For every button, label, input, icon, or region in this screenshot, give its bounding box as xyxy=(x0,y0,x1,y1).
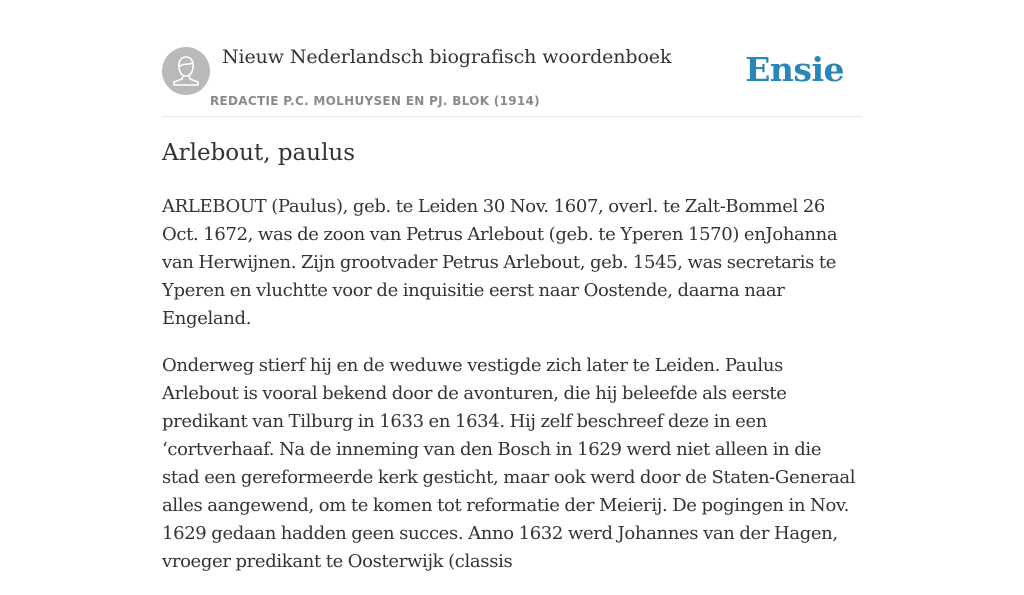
entry-body xyxy=(162,193,862,595)
source-subtitle: REDACTIE P.C. MOLHUYSEN EN PJ. BLOK (1914) xyxy=(210,94,540,108)
user-silhouette-icon xyxy=(162,47,210,95)
entry-title: Arlebout, paulus xyxy=(162,140,356,166)
avatar[interactable] xyxy=(162,47,210,95)
source-header xyxy=(162,40,862,117)
source-title[interactable]: Nieuw Nederlandsch biografisch woordenboek xyxy=(222,46,672,68)
entry-paragraph: ARLEBOUT (Paulus), geb. te Leiden 30 Nov. 1607, overl. te Zalt-Bommel 26 Oct. 1672, was de zoon van Petrus Arlebout (geb. te Yperen 1570) enJohanna van Herwijnen. Zijn grootvader Petrus Arlebout, geb. 1545, was secretaris te Yperen en vluchtte voor de inquisitie eerst naar Oostende, daarna naar Engeland. xyxy=(162,196,838,329)
ensie-logo[interactable]: Ensie xyxy=(745,50,844,89)
entry-paragraph: Onderweg stierf hij en de weduwe vestigde zich later te Leiden. Paulus Arlebout is vooral bekend door de avonturen, die hij beleefde als eerste predikant van Tilburg in 1633 en 1634. Hij zelf beschreef deze in een ‘cortverhaaf. Na de inneming van den Bosch in 1629 werd niet alleen in die stad een gereformeerde kerk gesticht, maar ook werd door de Staten-Generaal alles aangewend, om te komen tot reformatie der Meierij. De pogingen in Nov. 1629 gedaan hadden geen succes. Anno 1632 werd Johannes van der Hagen, vroeger predikant te Oosterwijk (classis xyxy=(162,355,856,572)
